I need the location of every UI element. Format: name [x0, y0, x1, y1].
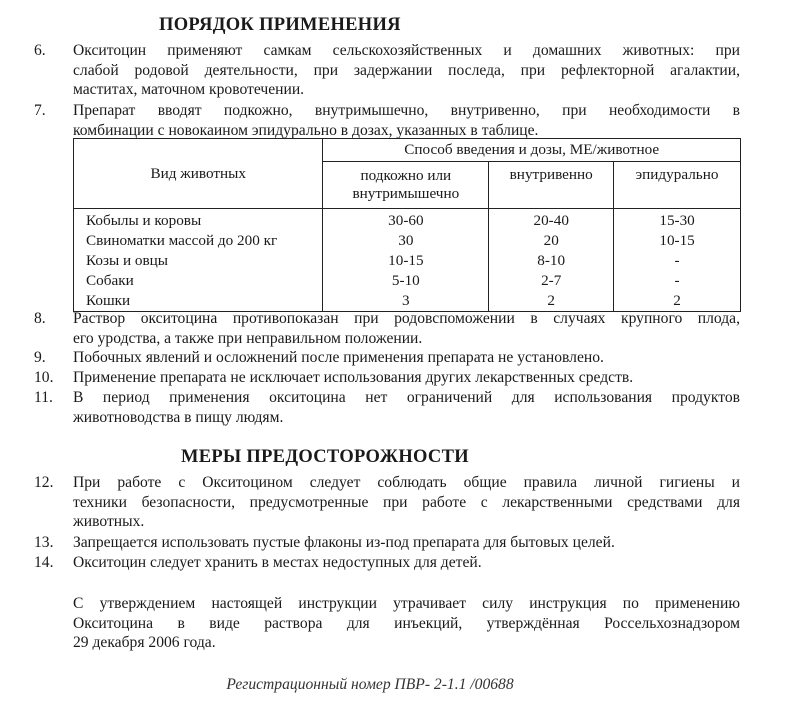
item-line: комбинации с новокаином эпидурально в дозах, указанных в таблице.	[73, 121, 539, 139]
item-line: Раствор окситоцина противопоказан при родовспоможении в случаях крупного плода,	[73, 310, 740, 327]
item-line: Окситоцин следует хранить в местах недоступных для детей.	[73, 554, 482, 571]
dose-epi-cell: 10-15	[614, 231, 741, 251]
dose-iv-cell: 2-7	[489, 271, 614, 291]
list-item-11	[34, 388, 740, 428]
item-line: техники безопасности, предусмотренные при работе с лекарственными средствами для	[73, 493, 740, 511]
animal-column-header: Вид животных	[74, 139, 323, 209]
list-item-9	[34, 348, 740, 368]
item-line: Запрещается использовать пустые флаконы из-под препарата для бытовых целей.	[73, 534, 615, 551]
item-line: животных.	[73, 513, 145, 530]
item-number: 9.	[34, 349, 46, 366]
item-line: В период применения окситоцина нет ограничений для использования продуктов	[73, 389, 740, 406]
dose-epi-cell: 2	[614, 291, 741, 312]
table-row	[74, 251, 741, 271]
table-row	[74, 209, 741, 232]
item-line: Окситоцин применяют самкам сельскохозяйственных и домашних животных: при	[73, 42, 740, 59]
list-item-13	[34, 533, 740, 553]
dose-iv-cell: 2	[489, 291, 614, 312]
section-title-precautions: МЕРЫ ПРЕДОСТОРОЖНОСТИ	[181, 447, 469, 467]
subheader-subcutaneous: подкожно или внутримышечно	[323, 162, 489, 209]
item-line: При работе с Окситоцином следует соблюдать общие правила личной гигиены и	[73, 474, 740, 491]
table-row	[74, 231, 741, 251]
dose-sc-cell: 10-15	[323, 251, 489, 271]
section-title-usage: ПОРЯДОК ПРИМЕНЕНИЯ	[159, 15, 401, 35]
animal-cell: Свиноматки массой до 200 кг	[74, 231, 323, 251]
dose-epi-cell: -	[614, 271, 741, 291]
dose-sc-cell: 5-10	[323, 271, 489, 291]
list-item-10	[34, 368, 740, 388]
closing-paragraph	[73, 594, 740, 653]
item-line: животноводства в пищу людям.	[73, 408, 284, 426]
list-item-8	[34, 309, 740, 349]
dose-sc-cell: 3	[323, 291, 489, 312]
list-item-6	[34, 41, 740, 101]
animal-cell: Кошки	[74, 291, 323, 312]
dose-iv-cell: 20	[489, 231, 614, 251]
item-number: 7.	[34, 102, 46, 119]
item-number: 10.	[34, 369, 54, 386]
item-line: Применение препарата не исключает использования других лекарственных средств.	[73, 369, 634, 386]
animal-cell: Кобылы и коровы	[74, 209, 323, 232]
item-number: 8.	[34, 310, 46, 327]
dose-epi-cell: -	[614, 251, 741, 271]
list-item-12	[34, 473, 740, 533]
item-line: его уродства, а также при неправильном положении.	[73, 329, 423, 347]
item-line: Препарат вводят подкожно, внутримышечно, внутривенно, при необходимости в	[73, 102, 740, 119]
animal-cell: Козы и овцы	[74, 251, 323, 271]
dose-sc-cell: 30	[323, 231, 489, 251]
paragraph-line: Окситоцина в виде раствора для инъекций, утверждённая Россельхознадзором	[73, 614, 740, 632]
item-line: Побочных явлений и осложнений после применения препарата не установлено.	[73, 349, 604, 366]
item-number: 13.	[34, 534, 54, 551]
list-item-7	[34, 101, 740, 141]
method-column-header: Способ введения и дозы, МЕ/животное	[323, 139, 741, 162]
item-number: 6.	[34, 42, 46, 59]
item-line: маститах, маточном кровотечении.	[73, 81, 305, 98]
table-row	[74, 271, 741, 291]
subheader-epidural: эпидурально	[614, 162, 741, 209]
list-item-14	[34, 553, 740, 573]
item-number: 12.	[34, 474, 54, 491]
item-number: 14.	[34, 554, 54, 571]
dose-sc-cell: 30-60	[323, 209, 489, 232]
subheader-intravenous: внутривенно	[489, 162, 614, 209]
item-number: 11.	[34, 389, 53, 406]
dose-iv-cell: 20-40	[489, 209, 614, 232]
dose-epi-cell: 15-30	[614, 209, 741, 232]
dosage-table	[73, 138, 741, 312]
registration-number: Регистрационный номер ПВР- 2-1.1 /00688	[226, 676, 514, 693]
dose-iv-cell: 8-10	[489, 251, 614, 271]
paragraph-line: С утверждением настоящей инструкции утрачивает силу инструкция по применению	[73, 595, 740, 612]
item-line: слабой родовой деятельности, при задержании последа, при рефлекторной агалактии,	[73, 61, 740, 79]
paragraph-line: 29 декабря 2006 года.	[73, 634, 216, 651]
animal-cell: Собаки	[74, 271, 323, 291]
